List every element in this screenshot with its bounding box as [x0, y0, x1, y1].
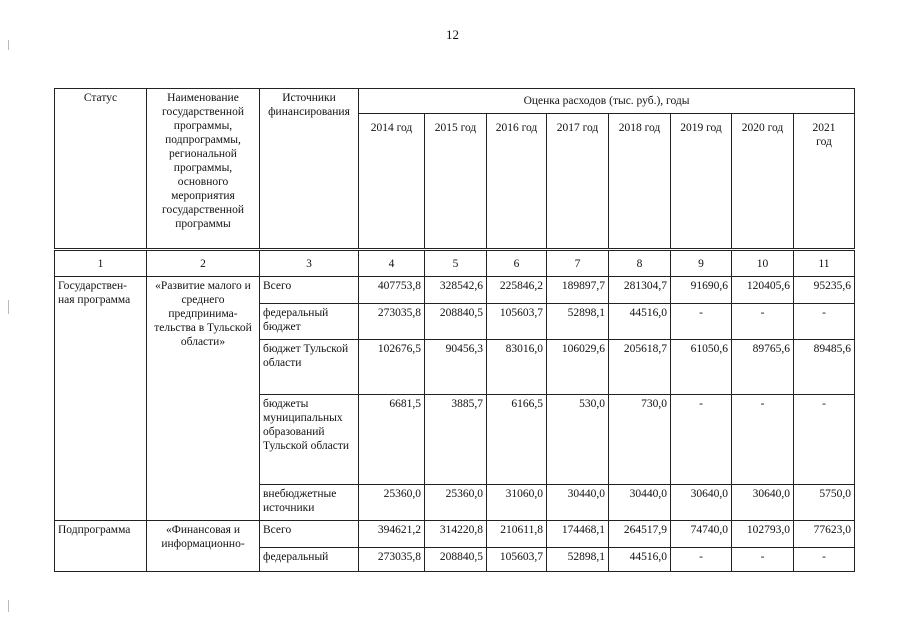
- source-label: федеральный: [260, 548, 359, 572]
- value-cell: -: [732, 304, 794, 340]
- value-cell: -: [671, 395, 732, 485]
- budget-table: [54, 88, 855, 572]
- column-number: 2: [147, 250, 260, 277]
- value-cell: 225846,2: [487, 277, 547, 304]
- value-cell: 120405,6: [732, 277, 794, 304]
- value-cell: -: [794, 304, 855, 340]
- value-cell: 30640,0: [671, 485, 732, 521]
- header-year: 2016 год: [487, 114, 547, 250]
- value-cell: 52898,1: [547, 548, 609, 572]
- value-cell: 44516,0: [609, 548, 671, 572]
- value-cell: -: [671, 548, 732, 572]
- value-cell: 106029,6: [547, 340, 609, 395]
- value-cell: 105603,7: [487, 304, 547, 340]
- column-number: 9: [671, 250, 732, 277]
- scan-mark: [8, 300, 9, 314]
- header-sources: Источники финансирования: [260, 89, 359, 250]
- column-number: 6: [487, 250, 547, 277]
- header-estimate: Оценка расходов (тыс. руб.), годы: [359, 89, 855, 114]
- value-cell: 208840,5: [425, 548, 487, 572]
- value-cell: -: [671, 304, 732, 340]
- header-year: 2019 год: [671, 114, 732, 250]
- column-number: 10: [732, 250, 794, 277]
- value-cell: 91690,6: [671, 277, 732, 304]
- value-cell: 102793,0: [732, 521, 794, 548]
- program-name: «Развитие малого и среднего предпринима-тельства в Тульской области»: [147, 277, 260, 521]
- value-cell: 281304,7: [609, 277, 671, 304]
- value-cell: 89485,6: [794, 340, 855, 395]
- value-cell: 77623,0: [794, 521, 855, 548]
- value-cell: 105603,7: [487, 548, 547, 572]
- value-cell: -: [732, 548, 794, 572]
- column-number: 11: [794, 250, 855, 277]
- header-year: 2020 год: [732, 114, 794, 250]
- value-cell: 83016,0: [487, 340, 547, 395]
- value-cell: 25360,0: [359, 485, 425, 521]
- value-cell: 273035,8: [359, 548, 425, 572]
- value-cell: 95235,6: [794, 277, 855, 304]
- value-cell: 6166,5: [487, 395, 547, 485]
- header-year: 2017 год: [547, 114, 609, 250]
- column-number: 1: [55, 250, 147, 277]
- value-cell: 208840,5: [425, 304, 487, 340]
- subprogram-status: Подпрограмма: [55, 521, 147, 572]
- source-label: федеральный бюджет: [260, 304, 359, 340]
- value-cell: 394621,2: [359, 521, 425, 548]
- header-year: 2021 год: [794, 114, 855, 250]
- value-cell: 61050,6: [671, 340, 732, 395]
- value-cell: 210611,8: [487, 521, 547, 548]
- value-cell: 25360,0: [425, 485, 487, 521]
- subprogram-name: «Финансовая и информационно-: [147, 521, 260, 572]
- value-cell: 530,0: [547, 395, 609, 485]
- value-cell: -: [794, 395, 855, 485]
- value-cell: 74740,0: [671, 521, 732, 548]
- value-cell: 5750,0: [794, 485, 855, 521]
- value-cell: 30440,0: [547, 485, 609, 521]
- column-number: 5: [425, 250, 487, 277]
- value-cell: -: [732, 395, 794, 485]
- value-cell: 730,0: [609, 395, 671, 485]
- value-cell: 52898,1: [547, 304, 609, 340]
- value-cell: 189897,7: [547, 277, 609, 304]
- value-cell: 273035,8: [359, 304, 425, 340]
- table-row: [55, 277, 855, 304]
- source-label: бюджет Тульской области: [260, 340, 359, 395]
- value-cell: 30640,0: [732, 485, 794, 521]
- value-cell: 3885,7: [425, 395, 487, 485]
- scan-mark: [8, 600, 9, 612]
- value-cell: 314220,8: [425, 521, 487, 548]
- page-number: 12: [446, 27, 459, 42]
- column-number: 4: [359, 250, 425, 277]
- value-cell: 89765,6: [732, 340, 794, 395]
- value-cell: -: [794, 548, 855, 572]
- value-cell: 30440,0: [609, 485, 671, 521]
- header-year: 2018 год: [609, 114, 671, 250]
- header-year: 2014 год: [359, 114, 425, 250]
- source-label: бюджеты муниципальных образований Тульской области: [260, 395, 359, 485]
- table-row: [55, 521, 855, 548]
- column-number: 8: [609, 250, 671, 277]
- value-cell: 174468,1: [547, 521, 609, 548]
- column-number: 7: [547, 250, 609, 277]
- value-cell: 31060,0: [487, 485, 547, 521]
- value-cell: 264517,9: [609, 521, 671, 548]
- value-cell: 90456,3: [425, 340, 487, 395]
- value-cell: 6681,5: [359, 395, 425, 485]
- source-label: внебюджетные источники: [260, 485, 359, 521]
- program-status: Государствен-ная программа: [55, 277, 147, 521]
- value-cell: 44516,0: [609, 304, 671, 340]
- header-row: [55, 89, 855, 114]
- column-numbers-row: [55, 250, 855, 277]
- value-cell: 102676,5: [359, 340, 425, 395]
- header-year: 2015 год: [425, 114, 487, 250]
- column-number: 3: [260, 250, 359, 277]
- scan-mark: [8, 40, 9, 50]
- value-cell: 205618,7: [609, 340, 671, 395]
- source-label: Всего: [260, 521, 359, 548]
- header-program-name: Наименование государственной программы, подпрограммы, региональной программы, основного мероприятия государственной программы: [147, 89, 260, 250]
- value-cell: 328542,6: [425, 277, 487, 304]
- source-label: Всего: [260, 277, 359, 304]
- header-status: Статус: [55, 89, 147, 250]
- value-cell: 407753,8: [359, 277, 425, 304]
